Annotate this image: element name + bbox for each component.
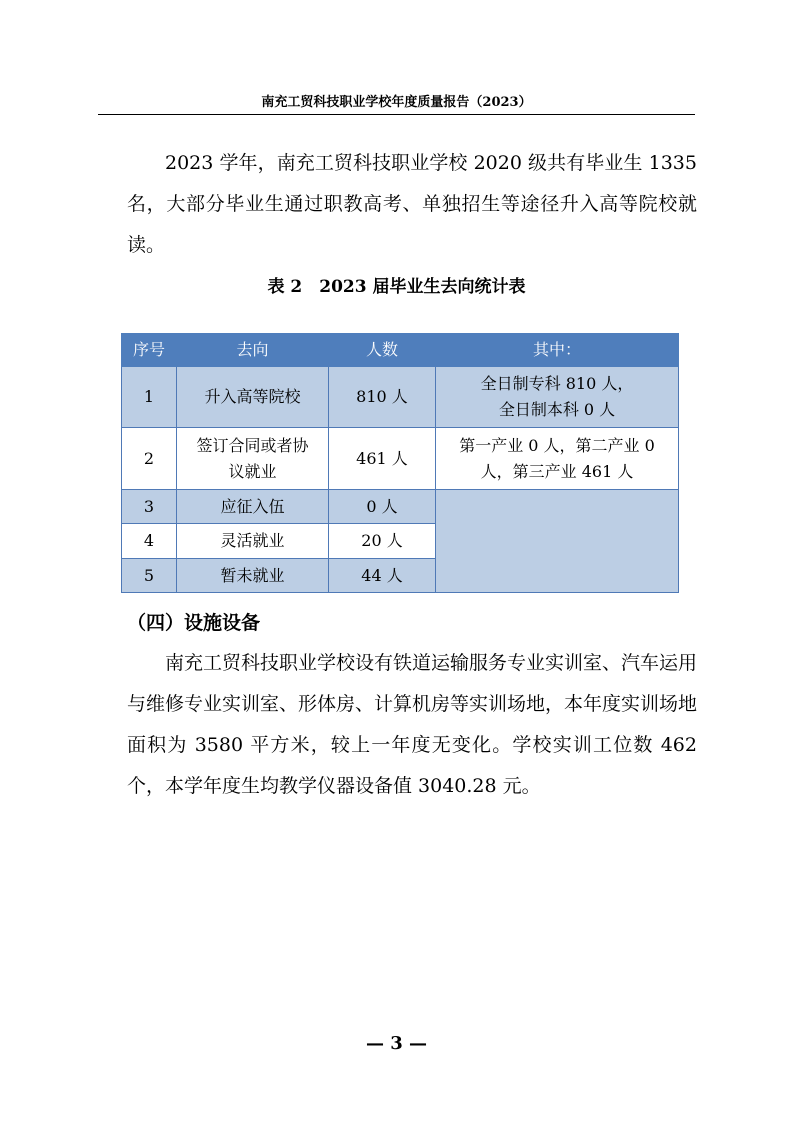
table-row bbox=[122, 367, 679, 428]
row-count: 0 人 bbox=[329, 490, 436, 524]
row-no: 5 bbox=[122, 559, 177, 593]
header-count: 人数 bbox=[329, 334, 436, 367]
destination-line: 议就业 bbox=[228, 461, 277, 481]
row-count: 810 人 bbox=[329, 367, 436, 428]
graduate-destination-table bbox=[121, 333, 679, 593]
row-destination: 灵活就业 bbox=[177, 524, 329, 559]
row-count: 20 人 bbox=[329, 524, 436, 559]
merged-empty-cell bbox=[436, 490, 679, 593]
row-destination bbox=[177, 428, 329, 490]
row-no: 3 bbox=[122, 490, 177, 524]
header-no: 序号 bbox=[122, 334, 177, 367]
destination-line: 签订合同或者协 bbox=[196, 435, 309, 455]
row-count: 44 人 bbox=[329, 559, 436, 593]
page-number: — 3 — bbox=[365, 1033, 428, 1054]
detail-line: 人，第三产业 461 人 bbox=[480, 461, 634, 481]
header-destination: 去向 bbox=[177, 334, 329, 367]
row-detail bbox=[436, 367, 679, 428]
detail-line: 第一产业 0 人，第二产业 0 bbox=[459, 435, 655, 455]
facilities-paragraph: 南充工贸科技职业学校设有铁道运输服务专业实训室、汽车运用与维修专业实训室、形体房、计算机房等实训场地，本年度实训场地面积为 3580 平方米，较上一年度无变化。学校实训工位数 462 个，本学年度生均教学仪器设备值 3040.28 元。 bbox=[127, 652, 698, 797]
table-header-row bbox=[122, 334, 679, 367]
detail-line: 全日制专科 810 人， bbox=[480, 374, 634, 393]
row-destination: 升入高等院校 bbox=[177, 367, 329, 428]
row-no: 1 bbox=[122, 367, 177, 428]
row-detail bbox=[436, 428, 679, 490]
row-count: 461 人 bbox=[329, 428, 436, 490]
detail-line: 全日制本科 0 人 bbox=[498, 400, 616, 419]
row-destination: 应征入伍 bbox=[177, 490, 329, 524]
table-caption: 表 2 2023 届毕业生去向统计表 bbox=[267, 277, 526, 297]
intro-paragraph: 2023 学年，南充工贸科技职业学校 2020 级共有毕业生 1335 名，大部分毕业生通过职教高考、单独招生等途径升入高等院校就读。 bbox=[127, 152, 697, 256]
row-no: 2 bbox=[122, 428, 177, 490]
table-row bbox=[122, 490, 679, 524]
running-header: 南充工贸科技职业学校年度质量报告（2023） bbox=[98, 88, 695, 115]
row-destination: 暂未就业 bbox=[177, 559, 329, 593]
table-row bbox=[122, 428, 679, 490]
section-heading: （四）设施设备 bbox=[127, 612, 261, 634]
header-detail: 其中： bbox=[436, 334, 679, 367]
row-no: 4 bbox=[122, 524, 177, 559]
